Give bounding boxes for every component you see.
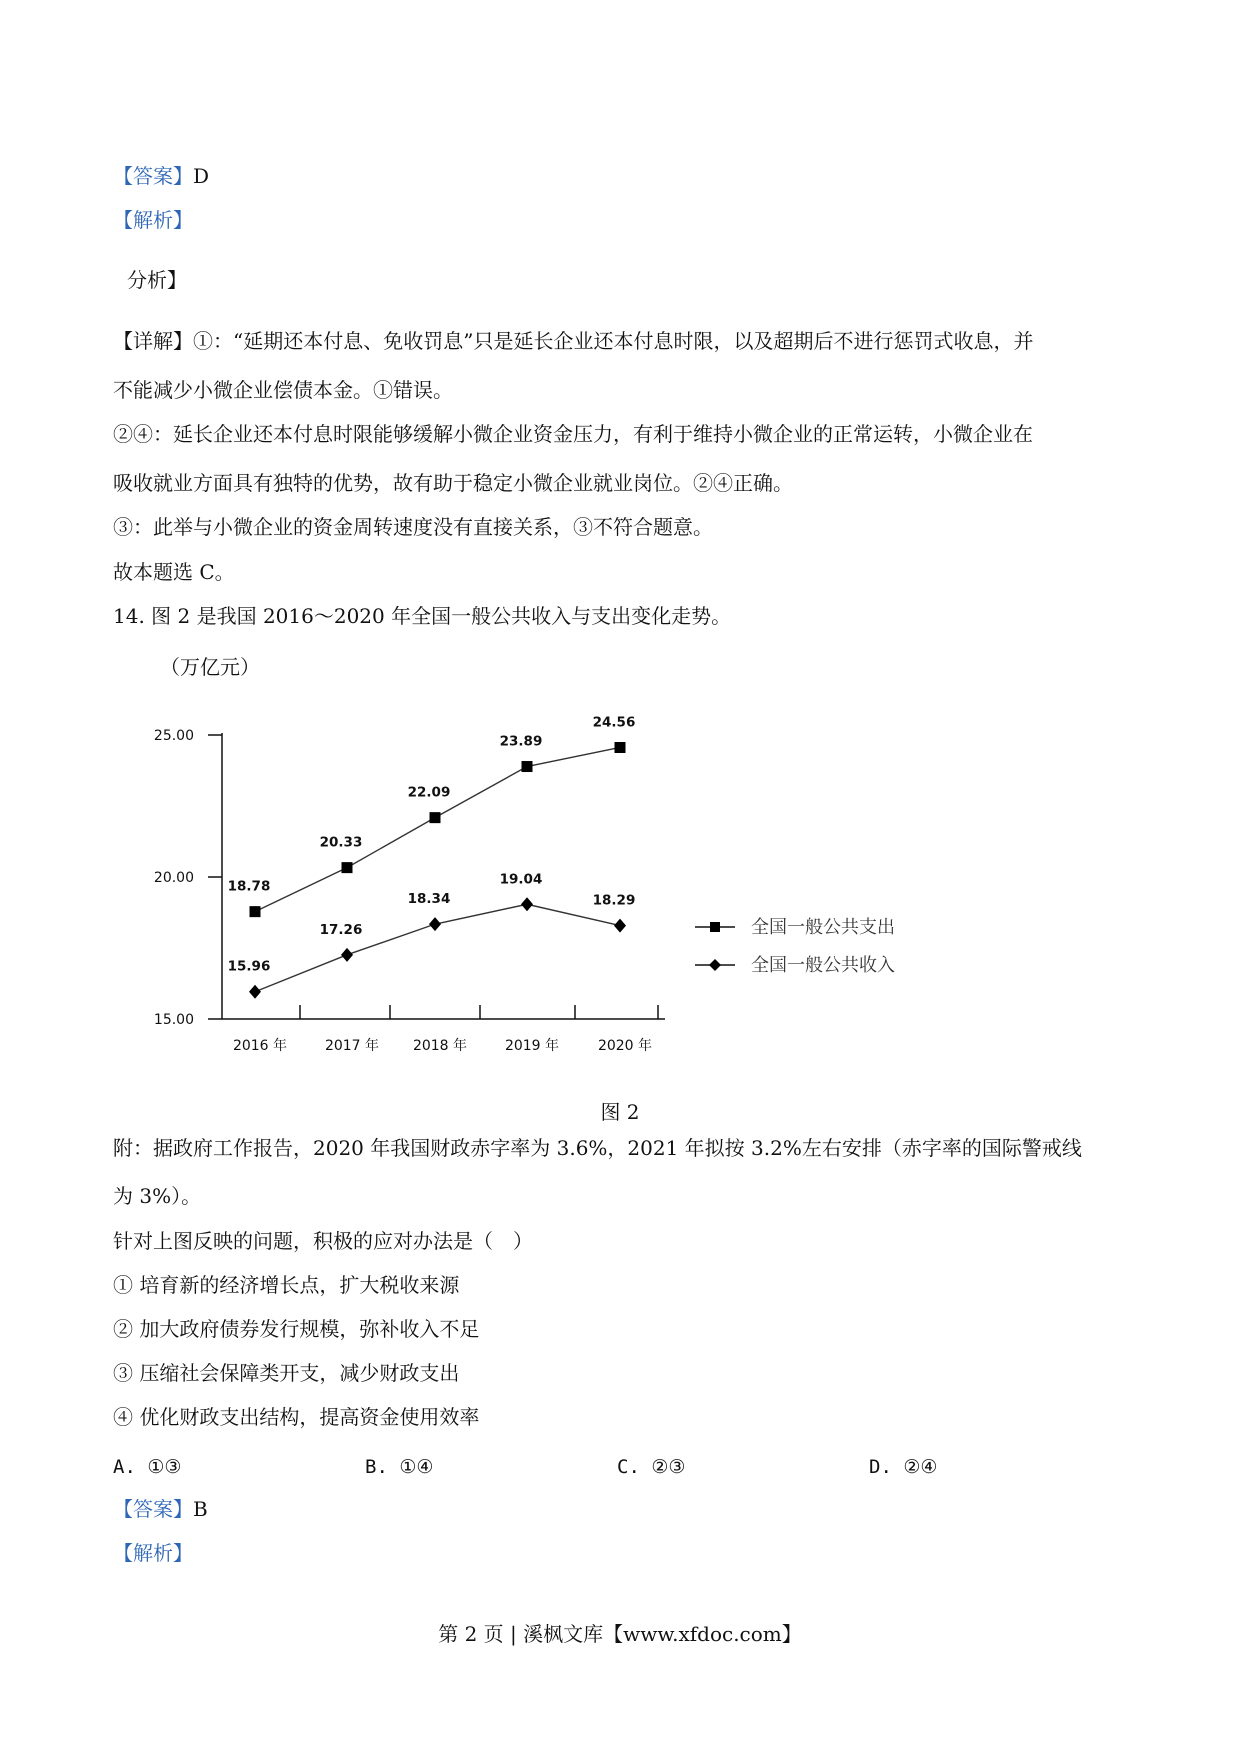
conclusion-line: 故本题选 C。: [113, 560, 235, 584]
statement-1: ① 培育新的经济增长点，扩大税收来源: [113, 1273, 460, 1297]
statement-2: ② 加大政府债券发行规模，弥补收入不足: [113, 1317, 480, 1341]
series-line-0: [255, 747, 620, 911]
detail-line-3: ②④：延长企业还本付息时限能够缓解小微企业资金压力，有利于维持小微企业的正常运转，小微企业在: [113, 422, 1033, 446]
note-line-1: 附：据政府工作报告，2020 年我国财政赤字率为 3.6%，2021 年拟按 3.2%左右安排（赤字率的国际警戒线: [113, 1136, 1082, 1160]
square-marker: [615, 742, 626, 753]
option-a[interactable]: A. ①③: [113, 1456, 182, 1478]
y-tick-label: 15.00: [153, 1012, 194, 1028]
option-b[interactable]: B. ①④: [365, 1456, 434, 1478]
x-tick-label: 2020 年: [597, 1038, 653, 1054]
legend-square-marker: [710, 922, 720, 932]
data-label: 20.33: [319, 834, 363, 851]
data-label: 18.29: [592, 892, 636, 909]
fenxi-label: 分析】: [127, 268, 187, 292]
data-label: 22.09: [407, 784, 451, 801]
diamond-marker: [341, 948, 353, 962]
square-marker: [522, 761, 533, 772]
detail-line-1: [113, 329, 1033, 353]
legend-label-1: 全国一般公共收入: [751, 955, 895, 976]
square-marker: [342, 862, 353, 873]
detail-line-4: 吸收就业方面具有独特的优势，故有助于稳定小微企业就业岗位。②④正确。: [113, 471, 793, 495]
diamond-marker: [614, 919, 626, 933]
question-prompt: 针对上图反映的问题，积极的应对办法是（ ）: [113, 1229, 533, 1253]
detail-text-1: ①：“延期还本付息、免收罚息”只是延长企业还本付息时限，以及超期后不进行惩罚式收息，并: [193, 329, 1034, 353]
data-label: 23.89: [499, 733, 543, 750]
data-label: 24.56: [592, 714, 636, 731]
data-label: 19.04: [499, 871, 543, 888]
y-tick-label: 25.00: [153, 728, 194, 744]
diamond-marker: [429, 917, 441, 931]
series-line-1: [255, 904, 620, 991]
detail-label: 【详解】: [113, 329, 193, 353]
data-label: 15.96: [227, 958, 271, 975]
data-label: 18.34: [407, 891, 451, 908]
option-d[interactable]: D. ②④: [869, 1456, 938, 1478]
square-marker: [250, 906, 261, 917]
legend-label-0: 全国一般公共支出: [751, 917, 895, 938]
option-c[interactable]: C. ②③: [617, 1456, 686, 1478]
figure-caption: 图 2: [600, 1100, 640, 1124]
answer-value: D: [193, 164, 210, 188]
chart-unit-label: （万亿元）: [160, 655, 260, 679]
data-label: 18.78: [227, 878, 271, 895]
answer-label: 【答案】: [113, 164, 193, 188]
answer-label-q14: 【答案】: [113, 1497, 193, 1521]
answer-line-q13: [113, 164, 209, 188]
answer-line-q14: [113, 1497, 208, 1521]
page-footer: 第 2 页 | 溪枫文库【www.xfdoc.com】: [438, 1622, 802, 1646]
note-line-2: 为 3%）。: [113, 1184, 202, 1208]
x-tick-label: 2019 年: [504, 1038, 560, 1054]
square-marker: [430, 812, 441, 823]
statement-4: ④ 优化财政支出结构，提高资金使用效率: [113, 1405, 480, 1429]
answer-value-q14: B: [193, 1497, 208, 1521]
diamond-marker: [249, 985, 261, 999]
line-chart-svg: [120, 705, 940, 1065]
figure-2-chart: [120, 705, 940, 1065]
x-tick-label: 2017 年: [324, 1038, 380, 1054]
data-label: 17.26: [319, 921, 363, 938]
statement-3: ③ 压缩社会保障类开支，减少财政支出: [113, 1361, 460, 1385]
x-tick-label: 2018 年: [412, 1038, 468, 1054]
analysis-label-q14: 【解析】: [113, 1541, 193, 1565]
y-tick-label: 20.00: [153, 870, 194, 886]
x-tick-label: 2016 年: [232, 1038, 288, 1054]
detail-line-2: 不能减少小微企业偿债本金。①错误。: [113, 378, 453, 402]
diamond-marker: [521, 897, 533, 911]
analysis-label: 【解析】: [113, 208, 193, 232]
legend-diamond-marker: [709, 959, 721, 971]
question-14-stem: 14. 图 2 是我国 2016～2020 年全国一般公共收入与支出变化走势。: [113, 604, 732, 628]
detail-line-5: ③：此举与小微企业的资金周转速度没有直接关系，③不符合题意。: [113, 515, 713, 539]
